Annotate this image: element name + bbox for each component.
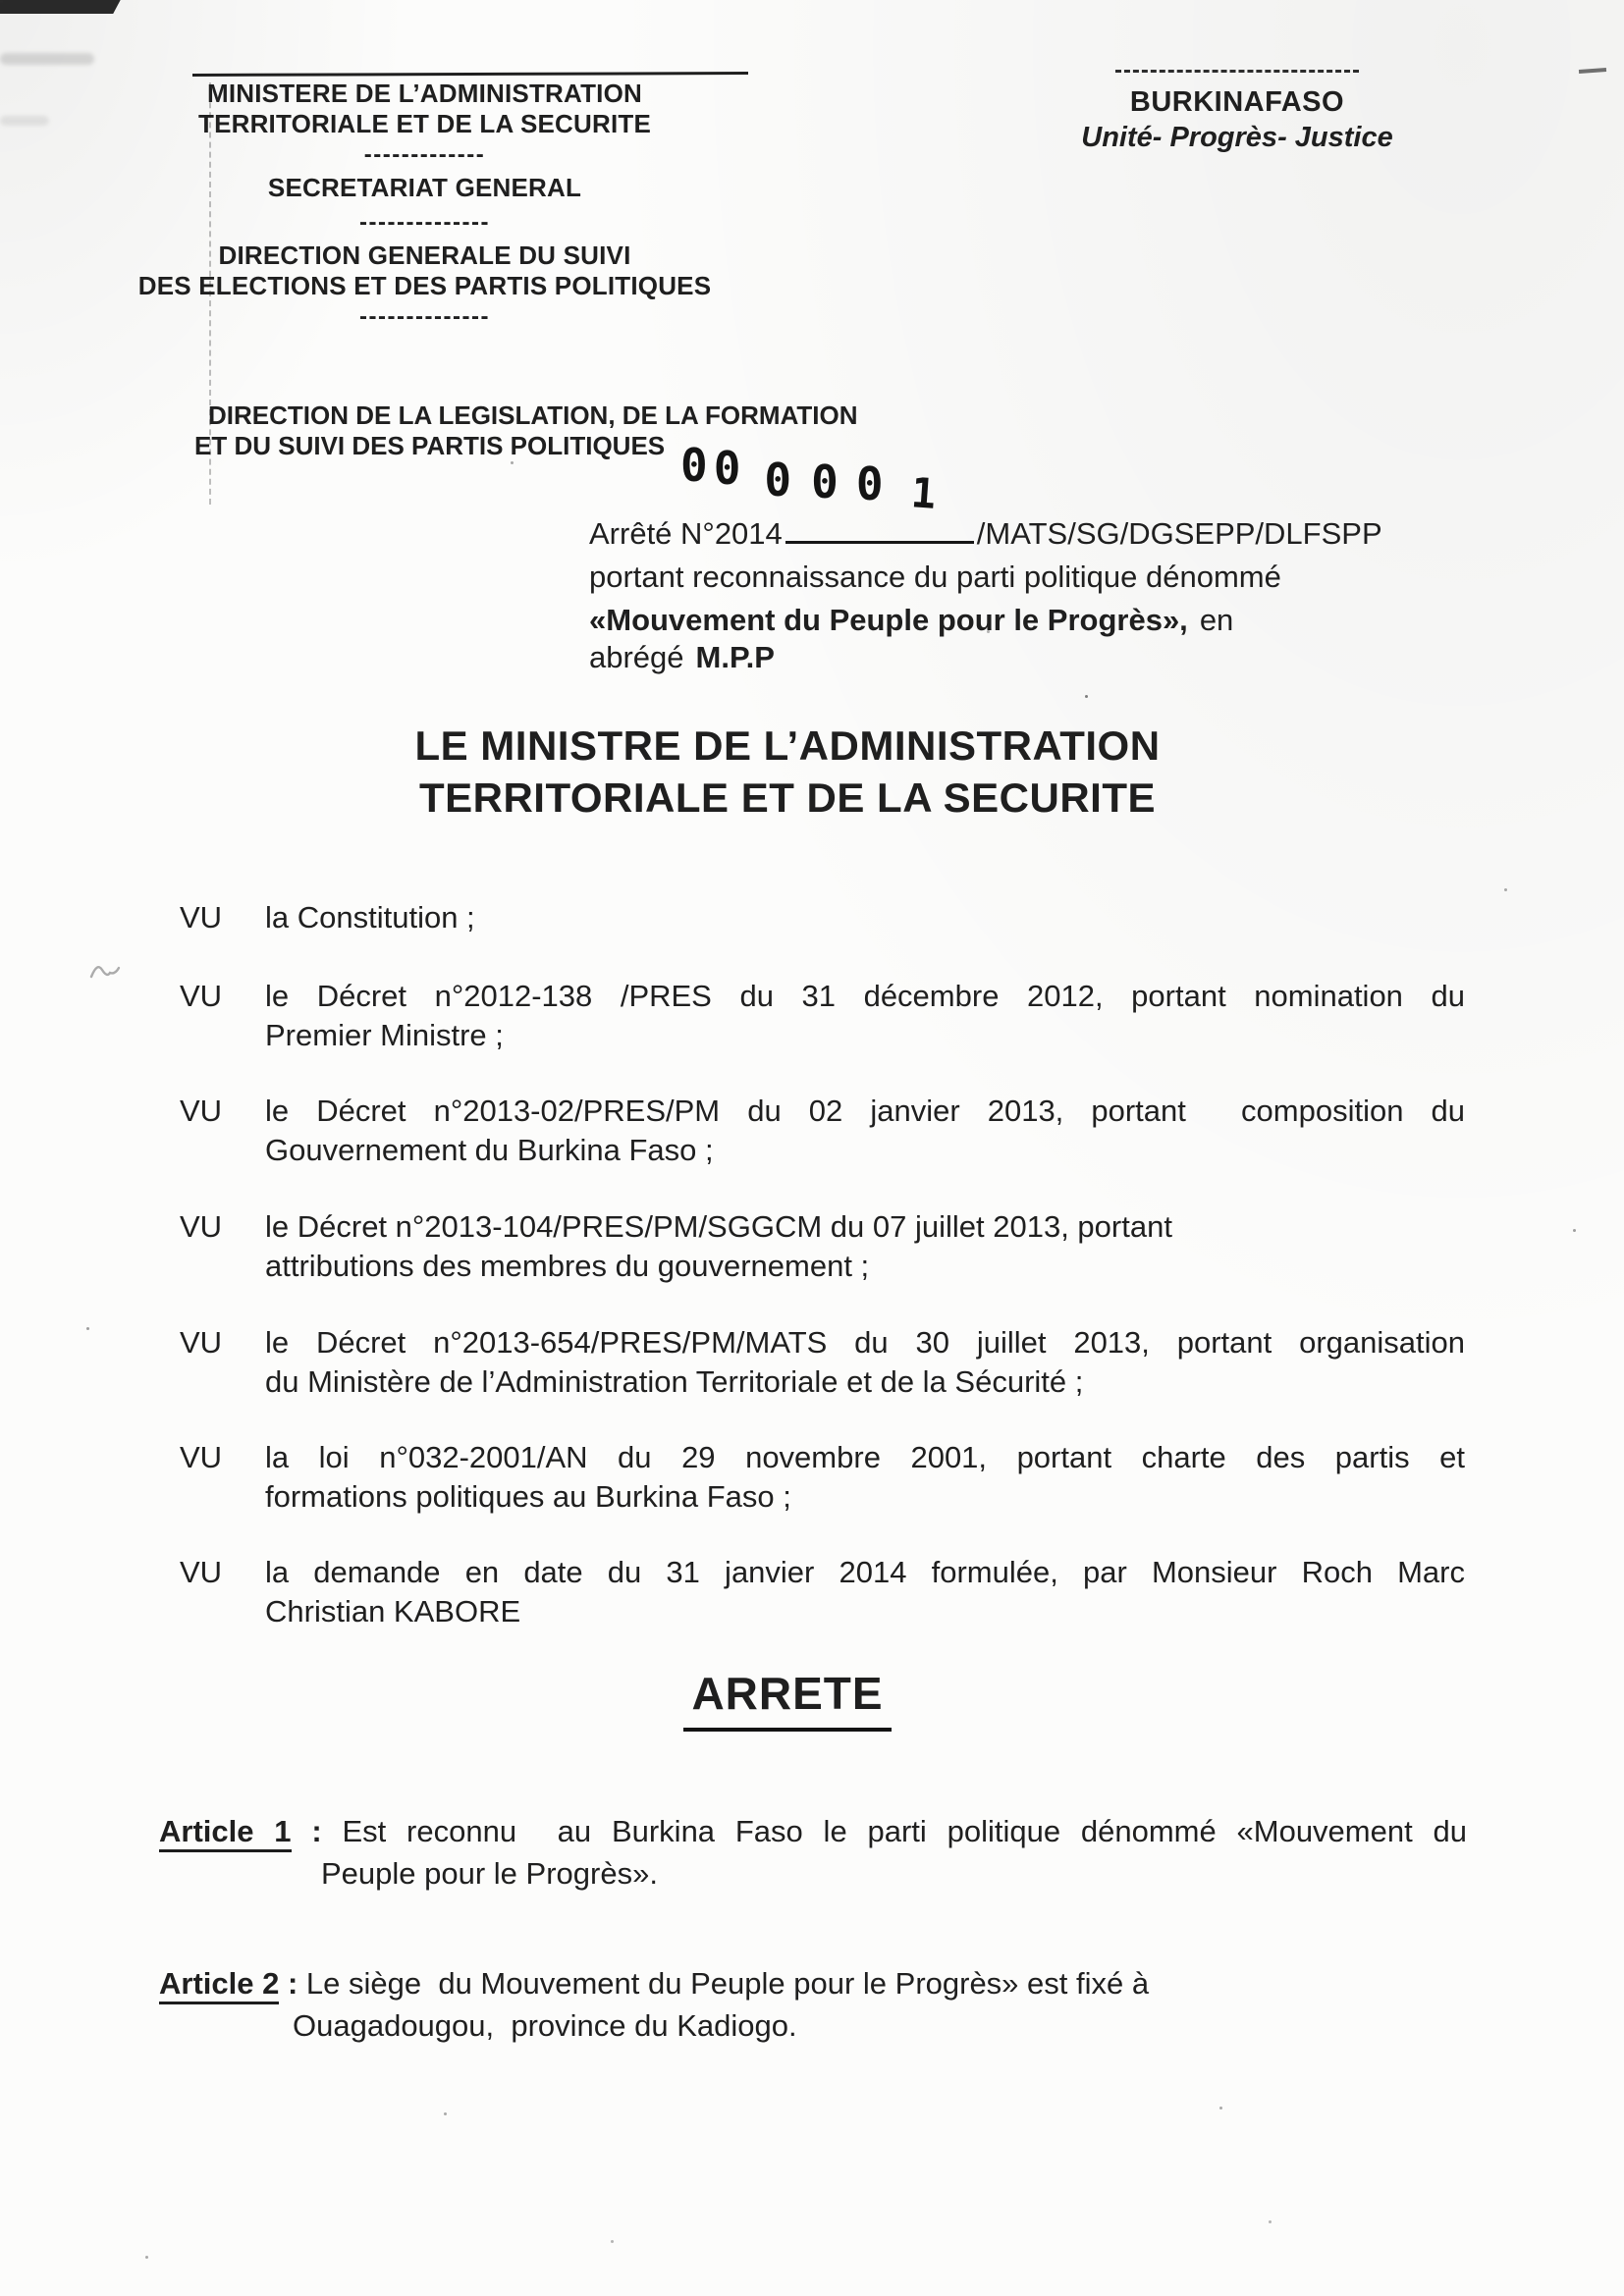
visa-line: Gouvernement du Burkina Faso ; bbox=[265, 1133, 714, 1167]
article-first-line bbox=[159, 1811, 1467, 1852]
visa-line: le Décret n°2012-138 /PRES du 31 décembre 2012, portant nomination du bbox=[265, 979, 1465, 1013]
direction-legislation-line: DIRECTION DE LA LEGISLATION, DE LA FORMATION bbox=[208, 400, 858, 430]
decree-reference-block bbox=[589, 439, 1404, 676]
visa-line: attributions des membres du gouvernement ; bbox=[265, 1249, 870, 1283]
country-block bbox=[1056, 86, 1419, 154]
letterhead-overline bbox=[192, 72, 748, 77]
article-first-line bbox=[159, 1963, 1467, 2004]
registration-number-stamp bbox=[680, 439, 938, 518]
visa-text bbox=[265, 1323, 1465, 1402]
abbreviation-intro: en abrégé bbox=[589, 603, 1234, 674]
stamp-digit: 0 bbox=[811, 455, 839, 508]
national-motto: Unité- Progrès- Justice bbox=[1081, 122, 1393, 153]
party-abbreviation: M.P.P bbox=[695, 640, 775, 674]
direction-legislation-line: ET DU SUIVI DES PARTIS POLITIQUES bbox=[194, 431, 666, 460]
minister-title bbox=[370, 720, 1205, 824]
article-label: Article 2 bbox=[159, 1966, 279, 2004]
scan-noise-speckles bbox=[0, 0, 3, 3]
stamp-digit: 0 bbox=[855, 457, 884, 510]
visa-line: la demande en date du 31 janvier 2014 formulée, par Monsieur Roch Marc bbox=[265, 1555, 1465, 1589]
decision-heading: ARRETE bbox=[683, 1667, 891, 1732]
dashed-separator bbox=[1115, 70, 1359, 73]
visa-label: VU bbox=[180, 1555, 223, 1589]
visa-text bbox=[265, 898, 1465, 937]
article-continuation-line: Ouagadougou, province du Kadiogo. bbox=[293, 2008, 797, 2043]
visa-label: VU bbox=[180, 900, 223, 934]
pen-check-mark bbox=[88, 958, 130, 990]
direction-generale-line: DIRECTION GENERALE DU SUIVI bbox=[218, 240, 631, 270]
visa-label: VU bbox=[180, 979, 223, 1013]
direction-generale-line: DES ELECTIONS ET DES PARTIS POLITIQUES bbox=[137, 271, 712, 300]
visa-text bbox=[265, 1438, 1465, 1517]
decree-number-prefix: Arrêté N°2014 bbox=[589, 516, 783, 551]
party-name: «Mouvement du Peuple pour le Progrès», bbox=[589, 603, 1188, 637]
visa-text bbox=[265, 1207, 1465, 1286]
article-1 bbox=[159, 1811, 1467, 1895]
visa-text bbox=[265, 977, 1465, 1055]
decision-heading-wrap bbox=[370, 1667, 1205, 1732]
visa-label: VU bbox=[180, 1209, 223, 1244]
scan-streak bbox=[0, 116, 49, 126]
ministry-name-line: MINISTERE DE L’ADMINISTRATION bbox=[207, 79, 642, 108]
visa-line: Premier Ministre ; bbox=[265, 1018, 504, 1052]
dashed-separator: ------------- bbox=[363, 141, 486, 168]
scan-streak bbox=[0, 53, 94, 65]
visa-line: la Constitution ; bbox=[265, 900, 475, 934]
article-text: Est reconnu au Burkina Faso le parti politique dénommé «Mouvement du bbox=[342, 1814, 1467, 1848]
number-blank-underline bbox=[785, 535, 974, 544]
decree-number-suffix: /MATS/SG/DGSEPP/DLFSPP bbox=[976, 516, 1382, 551]
minister-title-line: LE MINISTRE DE L’ADMINISTRATION bbox=[414, 722, 1161, 769]
visa-label: VU bbox=[180, 1440, 223, 1474]
stamp-digit: 0 bbox=[680, 439, 708, 492]
visa-line: la loi n°032-2001/AN du 29 novembre 2001, portant charte des partis et bbox=[265, 1440, 1465, 1474]
scan-dash-mark bbox=[1579, 68, 1606, 74]
country-name: BURKINAFASO bbox=[1129, 86, 1345, 118]
issuing-ministry-block bbox=[137, 79, 712, 330]
ministry-name-line: TERRITORIALE ET DE LA SECURITE bbox=[197, 109, 652, 138]
stamp-digit: 1 bbox=[908, 468, 938, 518]
dashed-separator: -------------- bbox=[359, 303, 490, 330]
article-continuation-line: Peuple pour le Progrès». bbox=[321, 1856, 658, 1891]
visa-line: Christian KABORE bbox=[265, 1594, 521, 1629]
visa-text bbox=[265, 1092, 1465, 1170]
minister-title-line: TERRITORIALE ET DE LA SECURITE bbox=[418, 774, 1157, 821]
visa-line: le Décret n°2013-654/PRES/PM/MATS du 30 juillet 2013, portant organisation bbox=[265, 1325, 1465, 1360]
dashed-separator: -------------- bbox=[359, 209, 490, 236]
decree-subject-line: portant reconnaissance du parti politique dénommé bbox=[589, 560, 1281, 594]
scan-corner-smudge bbox=[0, 0, 123, 14]
secretariat-line: SECRETARIAT GENERAL bbox=[267, 173, 582, 202]
visa-label: VU bbox=[180, 1094, 223, 1128]
article-text: Le siège du Mouvement du Peuple pour le Progrès» est fixé à bbox=[305, 1966, 1150, 2001]
visa-label: VU bbox=[180, 1325, 223, 1360]
stamp-digit: 0 bbox=[713, 442, 741, 495]
decree-party-line bbox=[589, 602, 1404, 676]
article-colon: : bbox=[291, 1814, 343, 1848]
article-2 bbox=[159, 1963, 1467, 2047]
visa-line: le Décret n°2013-02/PRES/PM du 02 janvier 2013, portant composition du bbox=[265, 1094, 1465, 1128]
visa-line: formations politiques au Burkina Faso ; bbox=[265, 1479, 791, 1514]
visa-line: le Décret n°2013-104/PRES/PM/SGGCM du 07 juillet 2013, portant bbox=[265, 1209, 1172, 1244]
article-label: Article 1 bbox=[159, 1814, 292, 1852]
visa-text bbox=[265, 1553, 1465, 1631]
decree-number-line bbox=[589, 515, 1404, 553]
stamp-digit: 0 bbox=[764, 454, 792, 507]
visa-line: du Ministère de l’Administration Territoriale et de la Sécurité ; bbox=[265, 1364, 1084, 1399]
article-colon: : bbox=[279, 1966, 306, 2001]
